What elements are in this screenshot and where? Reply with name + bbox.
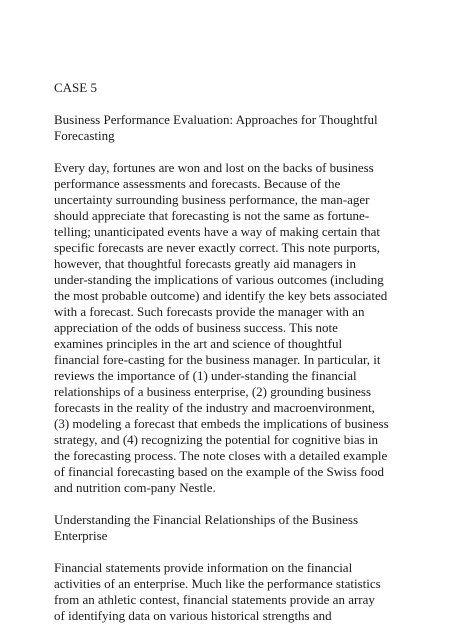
paragraph-line: under-standing the implications of various outcomes (including: [54, 272, 384, 287]
paragraph-line: and nutrition com-pany Nestle.: [54, 480, 216, 495]
paragraph-line: examines principles in the art and science of thoughtful: [54, 336, 343, 351]
document-title: [54, 112, 413, 144]
paragraph-line: Every day, fortunes are won and lost on the backs of business: [54, 160, 374, 175]
paragraph-financial-statements: [54, 560, 413, 624]
paragraph-line: Financial statements provide information on the financial: [54, 560, 353, 575]
paragraph-line: strategy, and (4) recognizing the potential for cognitive bias in: [54, 432, 379, 447]
title-line: Business Performance Evaluation: Approaches for Thoughtful: [54, 112, 378, 127]
paragraph-line: performance assessments and forecasts. Because of the: [54, 176, 341, 191]
paragraph-line: (3) modeling a forecast that embeds the implications of business: [54, 416, 389, 431]
paragraph-line: uncertainty surrounding business performance, the man-ager: [54, 192, 370, 207]
heading-line: Enterprise: [54, 528, 108, 543]
paragraph-line: forecasts in the reality of the industry and macroenvironment,: [54, 400, 375, 415]
title-line: Forecasting: [54, 128, 115, 143]
paragraph-line: the forecasting process. The note closes with a detailed example: [54, 448, 388, 463]
paragraph-line: of financial forecasting based on the example of the Swiss food: [54, 464, 384, 479]
paragraph-intro: [54, 160, 413, 496]
paragraph-line: appreciation of the odds of business success. This note: [54, 320, 338, 335]
paragraph-line: the most probable outcome) and identify the key bets associated: [54, 288, 388, 303]
heading-line: Understanding the Financial Relationships of the Business: [54, 512, 359, 527]
paragraph-line: relationships of a business enterprise, (2) grounding business: [54, 384, 372, 399]
case-label: [54, 80, 413, 96]
paragraph-line: of identifying data on various historical strengths and: [54, 608, 332, 623]
section-heading: [54, 512, 413, 544]
paragraph-line: activities of an enterprise. Much like the performance statistics: [54, 576, 381, 591]
paragraph-line: reviews the importance of (1) under-standing the financial: [54, 368, 357, 383]
paragraph-line: financial fore-casting for the business manager. In particular, it: [54, 352, 381, 367]
paragraph-line: specific forecasts are never exactly correct. This note purports,: [54, 240, 381, 255]
paragraph-line: should appreciate that forecasting is not the same as fortune-: [54, 208, 370, 223]
case-label-text: CASE 5: [54, 80, 97, 95]
paragraph-line: telling; unanticipated events have a way of making certain that: [54, 224, 380, 239]
paragraph-line: with a forecast. Such forecasts provide the manager with an: [54, 304, 365, 319]
paragraph-line: however, that thoughtful forecasts greatly aid managers in: [54, 256, 356, 271]
paragraph-line: from an athletic contest, financial statements provide an array: [54, 592, 375, 607]
